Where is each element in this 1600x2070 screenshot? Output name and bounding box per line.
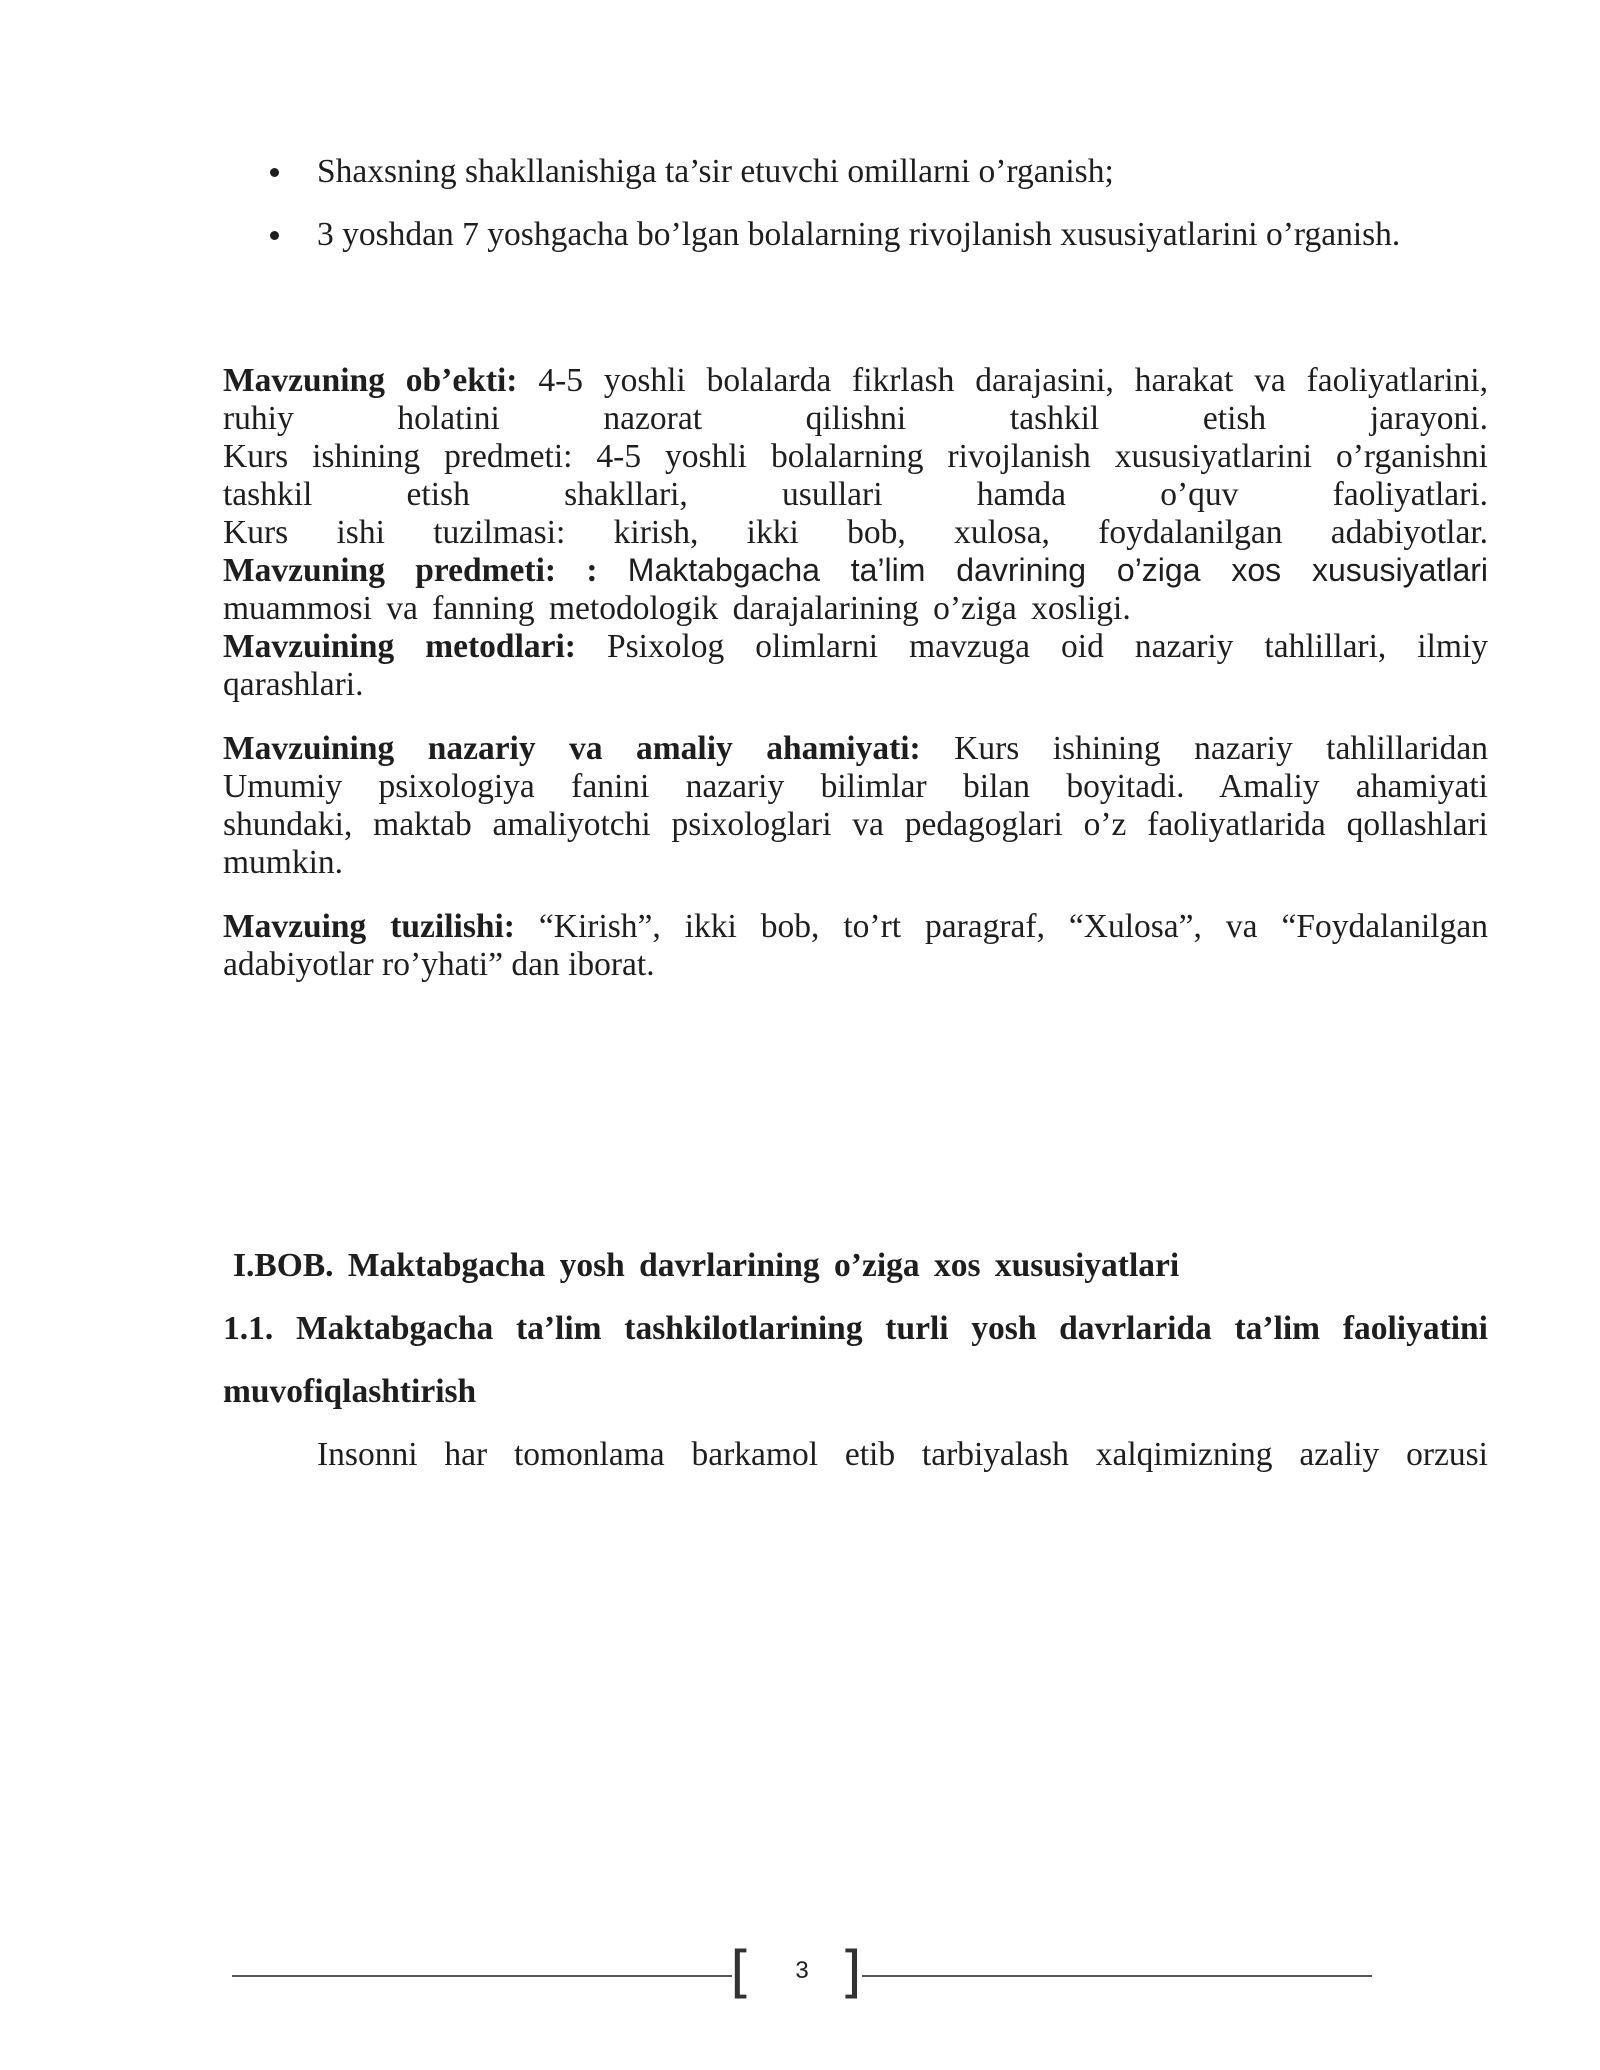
section-title-line-2: muvofiqlashtirish [223, 1373, 477, 1410]
course-subject-line-2: tashkil etish shakllari, usullari hamda o’quv faoliyatlari. [223, 476, 1488, 513]
composition-line-1 [223, 908, 1488, 946]
composition-label: Mavzuing tuzilishi: [223, 908, 515, 945]
object-line-1 [223, 362, 1488, 400]
bullet-icon [270, 168, 279, 177]
significance-line-4: mumkin. [223, 844, 344, 881]
object-line-2: ruhiy holatini nazorat qilishni tashkil etish jarayoni. [223, 400, 1488, 437]
bullet-icon [270, 231, 279, 240]
course-structure-line: Kurs ishi tuzilmasi: kirish, ikki bob, xulosa, foydalanilgan adabiyotlar. [223, 514, 1488, 551]
significance-line-2: Umumiy psixologiya fanini nazariy bilimlar bilan boyitadi. Amaliy ahamiyati [223, 768, 1488, 805]
significance-label: Mavzuining nazariy va amaliy ahamiyati: [223, 730, 921, 767]
subject-text-1: Maktabgacha ta’lim davrining o’ziga xos xususiyatlari [627, 552, 1489, 588]
course-subject-line-1: Kurs ishining predmeti: 4-5 yoshli bolalarning rivojlanish xususiyatlarini o’rganishni [223, 438, 1488, 475]
subject-label: Mavzuning predmeti: : [223, 552, 598, 589]
methods-line-2: qarashlari. [223, 666, 364, 703]
list-item-text: Shaxsning shakllanishiga ta’sir etuvchi omillarni o’rganish; [317, 153, 1114, 190]
body-text: Insonni har tomonlama barkamol etib tarbiyalash xalqimizning azaliy orzusi [317, 1436, 1488, 1473]
significance-block [223, 730, 1488, 882]
page-footer [232, 1940, 1372, 2005]
research-info-block [223, 362, 1488, 704]
chapter-title: I.BOB. Maktabgacha yosh davrlarining o’ziga xos xususiyatlari [233, 1247, 1180, 1284]
section-title [223, 1297, 1488, 1423]
goals-list [223, 140, 1488, 266]
significance-line-3: shundaki, maktab amaliyotchi psixologlari va pedagoglari o’z faoliyatlarida qollashlari [223, 806, 1488, 843]
subject-line-1 [223, 552, 1488, 590]
object-text-1: 4-5 yoshli bolalarda fikrlash darajasini, harakat va faoliyatlarini, [538, 362, 1488, 399]
methods-text-1: Psixolog olimlarni mavzuga oid nazariy tahlillari, ilmiy [606, 628, 1489, 665]
composition-block [223, 908, 1488, 984]
left-brace-icon: [ [730, 1940, 752, 2005]
page-number: 3 [795, 1957, 809, 1984]
significance-line-1 [223, 730, 1488, 768]
subject-line-2: muammosi va fanning metodologik darajalarining o’ziga xosligi. [223, 590, 1131, 627]
body-paragraph-start [223, 1423, 1488, 1486]
right-brace-icon: ] [840, 1940, 862, 2005]
page-content [223, 140, 1488, 1486]
methods-label: Mavzuining metodlari: [223, 628, 576, 665]
methods-line-1 [223, 628, 1488, 666]
list-item [223, 203, 1488, 266]
footer-rule-left [232, 1975, 732, 1977]
section-title-line-1: 1.1. Maktabgacha ta’lim tashkilotlarining turli yosh davrlarida ta’lim faoliyatini [223, 1310, 1488, 1347]
footer-rule-right [862, 1975, 1372, 1977]
significance-text-1: Kurs ishining nazariy tahlillaridan [954, 730, 1488, 767]
composition-line-2: adabiyotlar ro’yhati” dan iborat. [223, 946, 655, 983]
object-label: Mavzuning ob’ekti: [223, 362, 518, 399]
list-item-text: 3 yoshdan 7 yoshgacha bo’lgan bolalarning rivojlanish xususiyatlarini o’rganish. [317, 216, 1401, 253]
list-item [223, 140, 1488, 203]
composition-text-1: “Kirish”, ikki bob, to’rt paragraf, “Xulosa”, va “Foydalanilgan [538, 908, 1488, 945]
